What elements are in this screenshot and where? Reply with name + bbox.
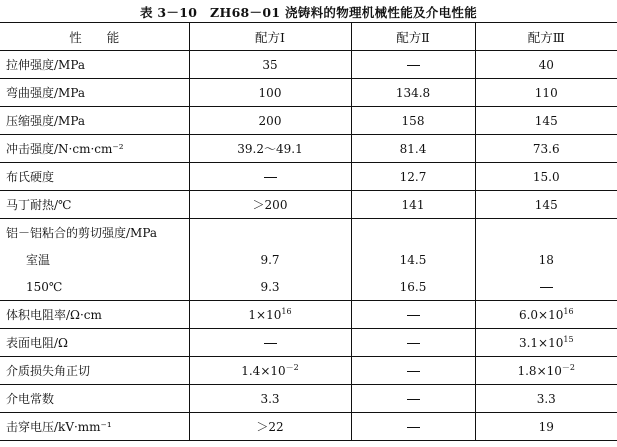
formula-1-value	[189, 301, 351, 329]
table-row	[0, 301, 617, 329]
value-exponent: 15	[563, 334, 574, 344]
property-label: 体积电阻率/Ω·cm	[0, 301, 189, 329]
header-formula-1: 配方Ⅰ	[189, 23, 351, 51]
value-text: 81.4	[399, 141, 427, 156]
value-text: 19	[538, 419, 554, 434]
formula-3-value	[475, 385, 617, 413]
value-text: 6.0×10	[518, 307, 564, 322]
formula-3-value	[475, 413, 617, 441]
formula-1-value	[189, 413, 351, 441]
formula-3-value	[475, 135, 617, 163]
table-row	[0, 273, 617, 301]
table-row	[0, 79, 617, 107]
formula-2-value	[351, 163, 475, 191]
property-label: 马丁耐热/℃	[0, 191, 189, 219]
value-text: 9.7	[260, 252, 280, 267]
formula-3-value	[475, 219, 617, 247]
formula-2-value	[351, 273, 475, 301]
table-row	[0, 357, 617, 385]
formula-3-value	[475, 79, 617, 107]
value-text: ＞200	[252, 198, 288, 212]
value-text: 134.8	[395, 85, 431, 100]
value-text: 3.1×10	[518, 335, 564, 350]
formula-3-value	[475, 329, 617, 357]
formula-3-value	[475, 246, 617, 273]
formula-1-value	[189, 79, 351, 107]
property-label: 拉伸强度/MPa	[0, 51, 189, 79]
formula-3-value	[475, 51, 617, 79]
value-text: 9.3	[260, 279, 280, 294]
table-row	[0, 329, 617, 357]
formula-2-value	[351, 246, 475, 273]
formula-2-value	[351, 413, 475, 441]
table-row	[0, 246, 617, 273]
formula-1-value	[189, 135, 351, 163]
dash-mark	[407, 315, 420, 316]
table-row	[0, 219, 617, 247]
property-label: 介质损失角正切	[0, 357, 189, 385]
formula-1-value	[189, 246, 351, 273]
formula-1-value	[189, 163, 351, 191]
formula-3-value	[475, 301, 617, 329]
formula-1-value	[189, 107, 351, 135]
value-exponent: －2	[561, 362, 575, 372]
value-text: 15.0	[532, 169, 560, 184]
value-text: 12.7	[399, 169, 427, 184]
table-row	[0, 107, 617, 135]
dash-mark	[407, 343, 420, 344]
value-text: 3.3	[536, 391, 556, 406]
value-text: 1.8×10	[517, 363, 562, 378]
header-formula-3: 配方Ⅲ	[475, 23, 617, 51]
value-exponent: －2	[285, 362, 299, 372]
value-text: 100	[258, 85, 282, 100]
table-caption: 表 3－10 ZH68－01 浇铸料的物理机械性能及介电性能	[139, 5, 478, 20]
formula-2-value	[351, 107, 475, 135]
properties-table	[0, 22, 617, 441]
value-text: 141	[401, 197, 425, 212]
table-row	[0, 51, 617, 79]
formula-3-value	[475, 357, 617, 385]
formula-3-value	[475, 107, 617, 135]
formula-1-value	[189, 273, 351, 301]
formula-1-value	[189, 191, 351, 219]
value-text: 14.5	[399, 252, 427, 267]
dash-mark	[540, 287, 553, 288]
property-label: 室温	[26, 253, 51, 267]
table-row	[0, 385, 617, 413]
dash-mark	[264, 343, 277, 344]
property-label: 铝－铝粘合的剪切强度/MPa	[6, 226, 158, 240]
formula-3-value	[475, 273, 617, 301]
formula-1-value	[189, 329, 351, 357]
value-text: 110	[534, 85, 558, 100]
value-text: 73.6	[532, 141, 560, 156]
property-label: 介电常数	[0, 385, 189, 413]
value-text: 1×10	[248, 307, 282, 322]
value-text: 39.2～49.1	[237, 142, 303, 156]
formula-1-value	[189, 219, 351, 247]
table-body	[0, 51, 617, 441]
formula-2-value	[351, 357, 475, 385]
table-row	[0, 163, 617, 191]
value-text: 16.5	[399, 279, 427, 294]
value-text: 18	[538, 252, 554, 267]
formula-1-value	[189, 51, 351, 79]
dash-mark	[264, 177, 277, 178]
value-text: 158	[401, 113, 425, 128]
formula-3-value	[475, 191, 617, 219]
value-exponent: 16	[563, 306, 574, 316]
value-text: ＞22	[256, 420, 284, 434]
value-text: 1.4×10	[241, 363, 286, 378]
formula-2-value	[351, 51, 475, 79]
value-text: 35	[262, 57, 278, 72]
dash-mark	[407, 399, 420, 400]
property-label: 冲击强度/N·cm·cm⁻²	[0, 135, 189, 163]
property-label: 布氏硬度	[0, 163, 189, 191]
formula-2-value	[351, 385, 475, 413]
formula-1-value	[189, 357, 351, 385]
formula-2-value	[351, 191, 475, 219]
formula-1-value	[189, 385, 351, 413]
table-row	[0, 413, 617, 441]
header-row	[0, 23, 617, 51]
dash-mark	[407, 371, 420, 372]
header-formula-2: 配方Ⅱ	[351, 23, 475, 51]
value-text: 40	[538, 57, 554, 72]
value-text: 145	[534, 113, 558, 128]
formula-2-value	[351, 79, 475, 107]
value-text: 3.3	[260, 391, 280, 406]
formula-2-value	[351, 135, 475, 163]
property-label: 击穿电压/kV·mm⁻¹	[0, 413, 189, 441]
dash-mark	[407, 427, 420, 428]
table-row	[0, 135, 617, 163]
property-label: 表面电阻/Ω	[0, 329, 189, 357]
property-label: 弯曲强度/MPa	[0, 79, 189, 107]
formula-3-value	[475, 163, 617, 191]
value-text: 145	[534, 197, 558, 212]
value-exponent: 16	[281, 306, 292, 316]
formula-2-value	[351, 301, 475, 329]
header-property: 性 能	[0, 23, 189, 51]
property-label: 150℃	[0, 273, 189, 301]
formula-2-value	[351, 219, 475, 247]
table-row	[0, 191, 617, 219]
formula-2-value	[351, 329, 475, 357]
value-text: 200	[258, 113, 282, 128]
dash-mark	[407, 65, 420, 66]
property-label: 压缩强度/MPa	[0, 107, 189, 135]
